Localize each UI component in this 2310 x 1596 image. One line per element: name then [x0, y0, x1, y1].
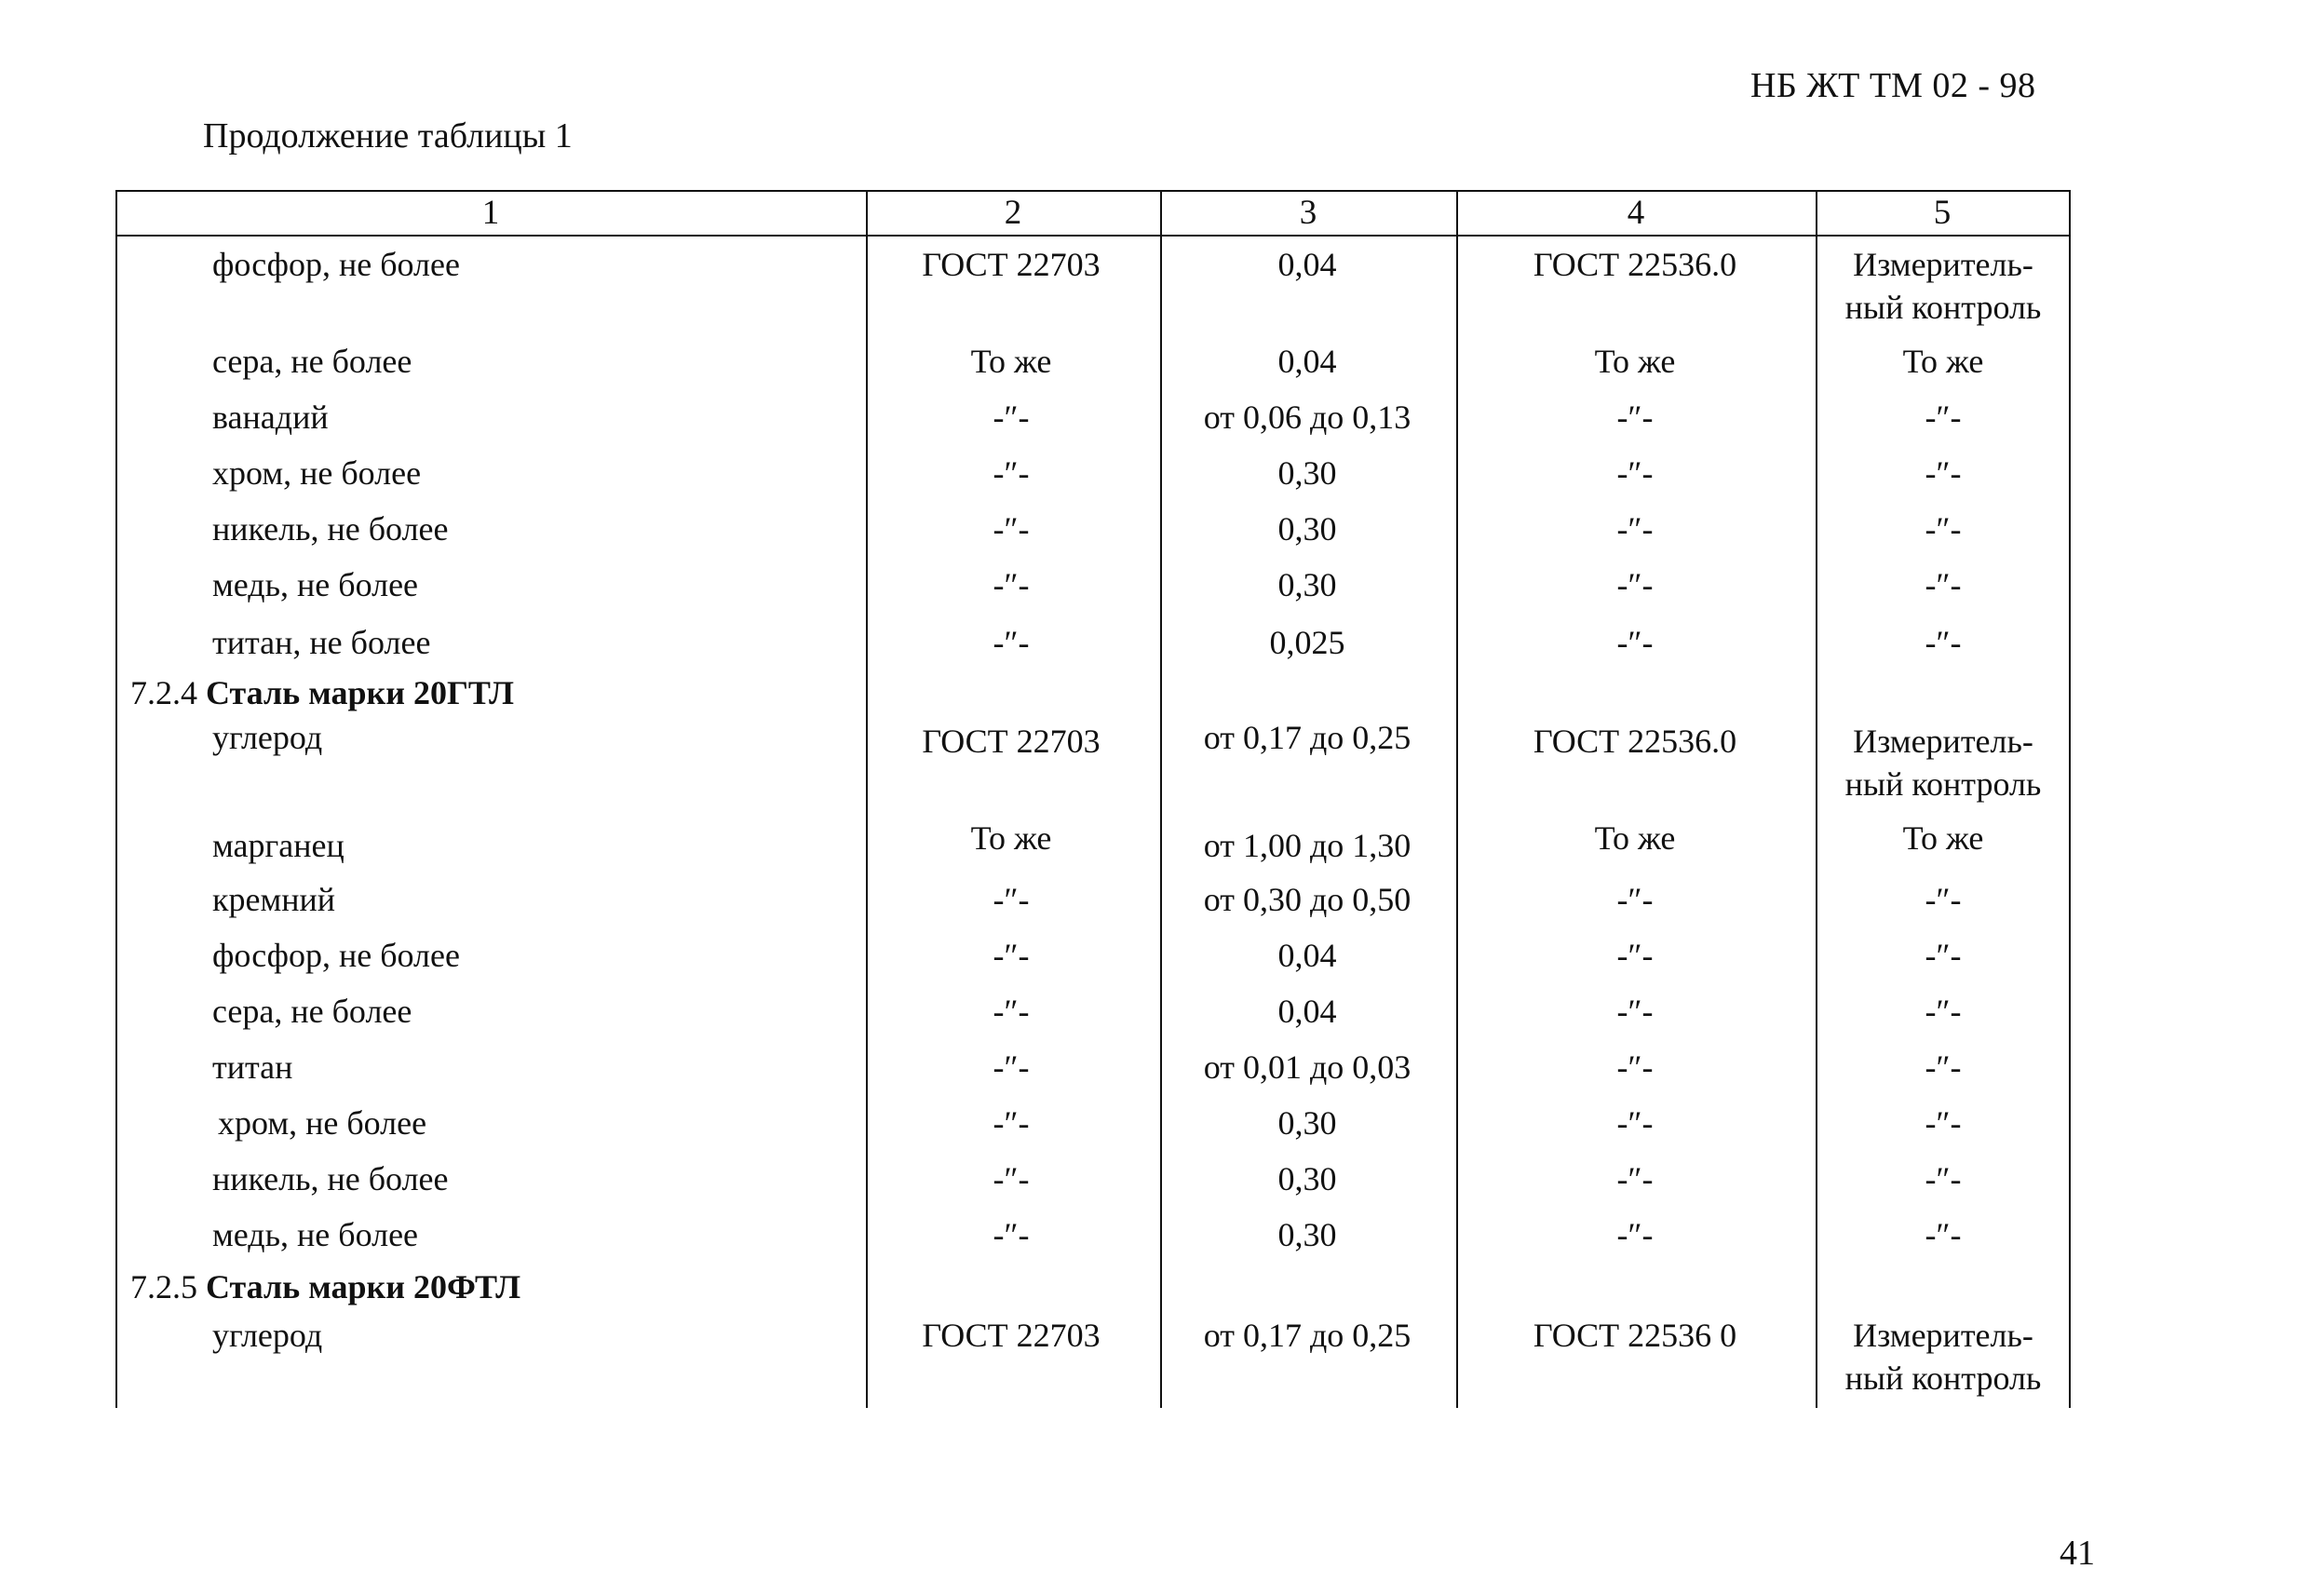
- test-method-standard: ГОСТ 22536 0: [1533, 1317, 1737, 1354]
- header-bottom-border: [115, 235, 2071, 237]
- table-row: [115, 816, 2071, 872]
- parameter-name: хром, не более: [212, 454, 422, 492]
- parameter-name: кремний: [212, 881, 336, 918]
- parameter-name: марганец: [212, 827, 344, 864]
- sampling-standard: ГОСТ 22703: [922, 246, 1101, 283]
- control-type-line2: ный контроль: [1844, 289, 2042, 326]
- sampling-standard: -″-: [993, 1160, 1030, 1197]
- test-method-standard: -″-: [1616, 566, 1654, 603]
- section-heading-7-2-4: [130, 670, 514, 715]
- test-method-standard: То же: [1594, 343, 1676, 380]
- control-type: -″-: [1925, 510, 1962, 548]
- control-type: -″-: [1925, 399, 1962, 436]
- control-type: -″-: [1925, 1216, 1962, 1253]
- table-row: [115, 1156, 2071, 1212]
- parameter-name: медь, не более: [212, 566, 419, 603]
- table-row: [115, 507, 2071, 562]
- table-row: [115, 562, 2071, 618]
- required-value: от 0,17 до 0,25: [1203, 719, 1412, 756]
- required-value: от 0,06 до 0,13: [1203, 399, 1412, 436]
- control-type: -″-: [1925, 566, 1962, 603]
- table-row: [115, 933, 2071, 989]
- required-value: от 1,00 до 1,30: [1203, 827, 1412, 864]
- required-value: 0,025: [1269, 624, 1345, 661]
- required-value: 0,30: [1277, 510, 1337, 548]
- test-method-standard: -″-: [1616, 1160, 1654, 1197]
- control-type: То же: [1902, 819, 1984, 857]
- test-method-standard: -″-: [1616, 937, 1654, 974]
- required-value: 0,04: [1277, 937, 1337, 974]
- sampling-standard: -″-: [993, 510, 1030, 548]
- table-continuation-caption: Продолжение таблицы 1: [203, 116, 573, 156]
- required-value: от 0,01 до 0,03: [1203, 1048, 1412, 1086]
- column-header: 2: [1004, 194, 1022, 232]
- table-row: [115, 339, 2071, 395]
- test-method-standard: -″-: [1616, 881, 1654, 918]
- table-row: [115, 1045, 2071, 1101]
- test-method-standard: -″-: [1616, 993, 1654, 1030]
- control-type: -″-: [1925, 993, 1962, 1030]
- control-type: То же: [1902, 343, 1984, 380]
- required-value: 0,04: [1277, 993, 1337, 1030]
- required-value: от 0,30 до 0,50: [1203, 881, 1412, 918]
- test-method-standard: -″-: [1616, 399, 1654, 436]
- parameter-name: сера, не более: [212, 993, 412, 1030]
- parameter-name: сера, не более: [212, 343, 412, 380]
- table-header-row: [115, 190, 2071, 235]
- control-type-line1: Измеритель-: [1853, 246, 2033, 283]
- column-header: 4: [1627, 194, 1645, 232]
- table-row: [115, 715, 2071, 808]
- parameter-name: углерод: [212, 719, 323, 756]
- control-type-line1: Измеритель-: [1853, 723, 2033, 760]
- control-type-line2: ный контроль: [1844, 1359, 2042, 1397]
- table-row: [115, 1101, 2071, 1156]
- sampling-standard: ГОСТ 22703: [922, 1317, 1101, 1354]
- sampling-standard: -″-: [993, 1216, 1030, 1253]
- test-method-standard: -″-: [1616, 454, 1654, 492]
- control-type: -″-: [1925, 454, 1962, 492]
- table-row: [115, 1212, 2071, 1268]
- column-header: 3: [1299, 194, 1317, 232]
- parameter-name: фосфор, не более: [212, 246, 460, 283]
- test-method-standard: -″-: [1616, 1048, 1654, 1086]
- control-type: -″-: [1925, 1160, 1962, 1197]
- table-row: [115, 242, 2071, 335]
- sampling-standard: -″-: [993, 1048, 1030, 1086]
- required-value: 0,30: [1277, 1160, 1337, 1197]
- section-title: Сталь марки 20ФТЛ: [206, 1268, 521, 1305]
- control-type: -″-: [1925, 1048, 1962, 1086]
- test-method-standard: -″-: [1616, 510, 1654, 548]
- document-code: НБ ЖТ ТМ 02 - 98: [1750, 66, 2036, 105]
- parameter-name: никель, не более: [212, 510, 449, 548]
- required-value: 0,30: [1277, 566, 1337, 603]
- test-method-standard: ГОСТ 22536.0: [1533, 723, 1737, 760]
- test-method-standard: -″-: [1616, 1216, 1654, 1253]
- section-number: 7.2.5: [130, 1268, 197, 1305]
- section-title: Сталь марки 20ГТЛ: [206, 674, 514, 711]
- sampling-standard: -″-: [993, 993, 1030, 1030]
- parameter-name: углерод: [212, 1317, 323, 1354]
- section-number: 7.2.4: [130, 674, 197, 711]
- table-row: [115, 395, 2071, 451]
- column-header: 5: [1933, 194, 1952, 232]
- required-value: 0,04: [1277, 246, 1337, 283]
- required-value: от 0,17 до 0,25: [1203, 1317, 1412, 1354]
- required-value: 0,04: [1277, 343, 1337, 380]
- table-row: [115, 620, 2071, 676]
- column-header: 1: [481, 194, 500, 232]
- requirements-table: [115, 190, 2071, 1408]
- sampling-standard: То же: [970, 343, 1052, 380]
- sampling-standard: -″-: [993, 1104, 1030, 1142]
- section-heading-7-2-5: [130, 1265, 520, 1309]
- test-method-standard: ГОСТ 22536.0: [1533, 246, 1737, 283]
- control-type: -″-: [1925, 937, 1962, 974]
- table-row: [115, 1313, 2071, 1406]
- parameter-name: фосфор, не более: [212, 937, 460, 974]
- parameter-name: титан, не более: [212, 624, 431, 661]
- sampling-standard: -″-: [993, 566, 1030, 603]
- required-value: 0,30: [1277, 1104, 1337, 1142]
- page-number: 41: [2060, 1534, 2095, 1573]
- sampling-standard: -″-: [993, 454, 1030, 492]
- control-type-line2: ный контроль: [1844, 765, 2042, 803]
- sampling-standard: ГОСТ 22703: [922, 723, 1101, 760]
- parameter-name: медь, не более: [212, 1216, 419, 1253]
- parameter-name: хром, не более: [218, 1104, 427, 1142]
- sampling-standard: То же: [970, 819, 1052, 857]
- table-row: [115, 989, 2071, 1045]
- sampling-standard: -″-: [993, 881, 1030, 918]
- parameter-name: титан: [212, 1048, 293, 1086]
- parameter-name: ванадий: [212, 399, 329, 436]
- control-type: -″-: [1925, 1104, 1962, 1142]
- required-value: 0,30: [1277, 454, 1337, 492]
- test-method-standard: То же: [1594, 819, 1676, 857]
- required-value: 0,30: [1277, 1216, 1337, 1253]
- sampling-standard: -″-: [993, 399, 1030, 436]
- control-type: -″-: [1925, 881, 1962, 918]
- test-method-standard: -″-: [1616, 1104, 1654, 1142]
- table-row: [115, 877, 2071, 933]
- control-type-line1: Измеритель-: [1853, 1317, 2033, 1354]
- control-type: -″-: [1925, 624, 1962, 661]
- sampling-standard: -″-: [993, 937, 1030, 974]
- parameter-name: никель, не более: [212, 1160, 449, 1197]
- sampling-standard: -″-: [993, 624, 1030, 661]
- test-method-standard: -″-: [1616, 624, 1654, 661]
- table-row: [115, 451, 2071, 507]
